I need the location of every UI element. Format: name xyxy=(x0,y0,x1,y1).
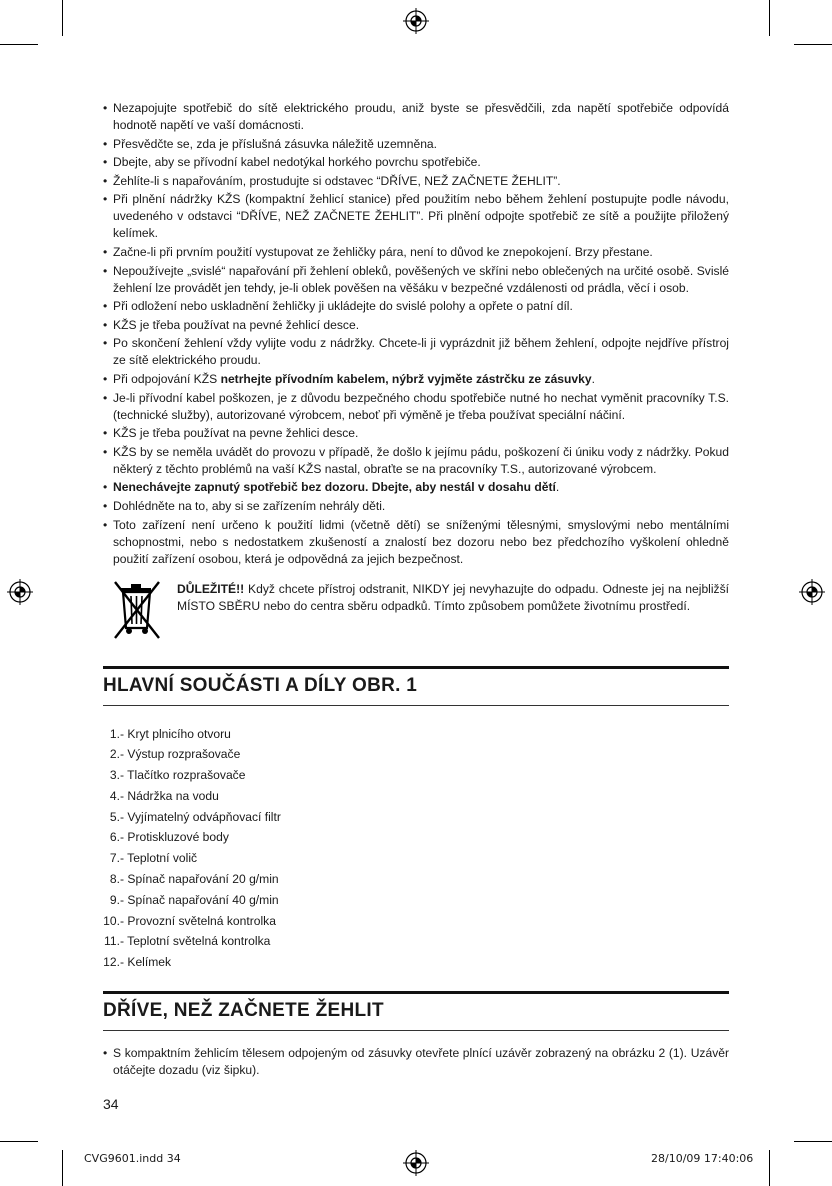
list-item: 3.- Tlačítko rozprašovače xyxy=(109,768,246,783)
disposal-notice-text: DŮLEŽITÉ!! Když chcete přístroj odstranit, NIKDY jej nevyhazujte do odpadu. Odneste jej na nejbližší MÍSTO SBĚRU nebo do centra sběru odpadků. Tímto způsobem pomůžete životnímu prostředí. xyxy=(177,581,729,613)
list-item: 8.- Spínač napařování 20 g/min xyxy=(109,872,279,887)
list-item: • Začne-li při prvním použití vystupovat ze žehličky pára, není to důvod ke znepokojení. Brzy přestane. xyxy=(103,244,729,261)
list-item: • Při odložení nebo uskladnění žehličky ji ukládejte do svislé polohy a opřete o patní díl. xyxy=(103,298,729,315)
page-content xyxy=(103,100,729,1081)
list-item: • Žehlíte-li s napařováním, prostudujte si odstavec “DŘÍVE, NEŽ ZAČNETE ŽEHLIT”. xyxy=(103,173,729,190)
list-item: • KŽS je třeba používat na pevne žehlici desce. xyxy=(103,425,729,442)
list-item: • Nepoužívejte „svislé“ napařování při žehlení obleků, pověšených ve skříni nebo oblečených na určité osobě. Svislé žehlení lze provádět jen tehdy, je-li oblek pověšen na věšáku v bezpečné vzdálenosti od prádla, věcí i osob. xyxy=(103,263,729,297)
crop-mark xyxy=(0,1141,38,1142)
list-item: • Při plnění nádržky KŽS (kompaktní žehlicí stanice) před použitím nebo během žehlení postupujte podle návodu, uvedeného v odstavci “DŘÍVE, NEŽ ZAČNETE ŽEHLIT”. Při plnění odpojte spotřebič ze sítě a použijte přiložený kelímek. xyxy=(103,191,729,242)
list-item: 7.- Teplotní volič xyxy=(109,851,198,866)
list-item: • S kompaktním žehlicím tělesem odpojeným od zásuvky otevřete plnící uzávěr zobrazený na obrázku 2 (1). Uzávěr otáčejte dozadu (viz šipku). xyxy=(103,1045,729,1079)
print-slug-timestamp: 28/10/09 17:40:06 xyxy=(651,1152,754,1165)
crossed-out-bin-icon xyxy=(107,578,167,642)
crop-mark xyxy=(62,0,63,36)
list-item: 10.- Provozní světelná kontrolka xyxy=(103,913,276,928)
list-item: 9.- Spínač napařování 40 g/min xyxy=(109,892,279,907)
list-item: • Toto zařízení není určeno k použití lidmi (včetně dětí) se sníženými tělesnými, smyslovými nebo mentálními schopnostmi, nebo s nedostatkem zkušeností a znalostí bez dozoru nebo bez předchozího vyškolení ohledně použití zařízení osobou, která je odpovědná za jejich bezpečnost. xyxy=(103,517,729,568)
list-item: 12.- Kelímek xyxy=(103,955,172,970)
safety-instructions-list xyxy=(103,100,729,568)
print-slug-filename: CVG9601.indd 34 xyxy=(84,1152,181,1165)
parts-list xyxy=(103,724,729,974)
registration-mark-icon xyxy=(799,579,825,605)
list-item: • Dbejte, aby se přívodní kabel nedotýkal horkého povrchu spotřebiče. xyxy=(103,154,729,171)
list-item: • Je-li přívodní kabel poškozen, je z důvodu bezpečného chodu spotřebiče nutné ho nechat vyměnit pracovníky T.S. (technické služby), autorizované výrobcem, neboť při výměně je třeba používat speciální náčiní. xyxy=(103,390,729,424)
list-item: • KŽS by se neměla uvádět do provozu v případě, že došlo k jejímu pádu, poškození či úniku vody z nádržky. Pokud některý z těchto problémů na vaší KŽS nastal, obraťte se na pracovníky T.S., autorizované výrobcem. xyxy=(103,444,729,478)
list-item: 1.- Kryt plnicího otvoru xyxy=(109,726,231,741)
section-divider xyxy=(103,705,729,706)
crop-mark xyxy=(0,44,38,45)
list-item: • KŽS je třeba používat na pevné žehlicí desce. xyxy=(103,317,729,334)
list-item: 6.- Protiskluzové body xyxy=(109,830,229,845)
crop-mark xyxy=(62,1150,63,1186)
section-heading-before-ironing: DŘÍVE, NEŽ ZAČNETE ŽEHLIT xyxy=(103,991,729,1022)
list-item: • Nenechávejte zapnutý spotřebič bez dozoru. Dbejte, aby nestál v dosahu dětí. xyxy=(103,479,729,496)
crop-mark xyxy=(794,44,832,45)
section-divider xyxy=(103,1030,729,1031)
registration-mark-icon xyxy=(7,579,33,605)
registration-mark-icon xyxy=(403,8,429,34)
section-heading-main-parts: HLAVNÍ SOUČÁSTI A DÍLY OBR. 1 xyxy=(103,666,729,697)
list-item: 4.- Nádržka na vodu xyxy=(109,788,219,803)
list-item: • Po skončení žehlení vždy vylijte vodu z nádržky. Chcete-li ji vyprázdnit již během žehlení, odpojte nejdříve přístroj ze sítě elektrického proudu. xyxy=(103,335,729,369)
disposal-notice xyxy=(103,578,729,642)
list-item: 11.- Teplotní světelná kontrolka xyxy=(104,934,271,949)
crop-mark xyxy=(769,1150,770,1186)
list-item: • Při odpojování KŽS netrhejte přívodním kabelem, nýbrž vyjměte zástrčku ze zásuvky. xyxy=(103,371,729,388)
list-item: • Přesvědčte se, zda je příslušná zásuvka náležitě uzemněna. xyxy=(103,136,729,153)
list-item: • Dohlédněte na to, aby si se zařízením nehrály děti. xyxy=(103,498,729,515)
list-item: 2.- Výstup rozprašovače xyxy=(109,747,241,762)
page-number: 34 xyxy=(103,1096,119,1112)
crop-mark xyxy=(794,1141,832,1142)
list-item: 5.- Vyjímatelný odvápňovací filtr xyxy=(109,809,281,824)
list-item: • Nezapojujte spotřebič do sítě elektrického proudu, aniž byste se přesvědčili, zda napětí spotřebiče odpovídá hodnotě napětí ve vaší domácnosti. xyxy=(103,100,729,134)
crop-mark xyxy=(769,0,770,36)
before-ironing-list xyxy=(103,1045,729,1079)
registration-mark-icon xyxy=(403,1150,429,1176)
